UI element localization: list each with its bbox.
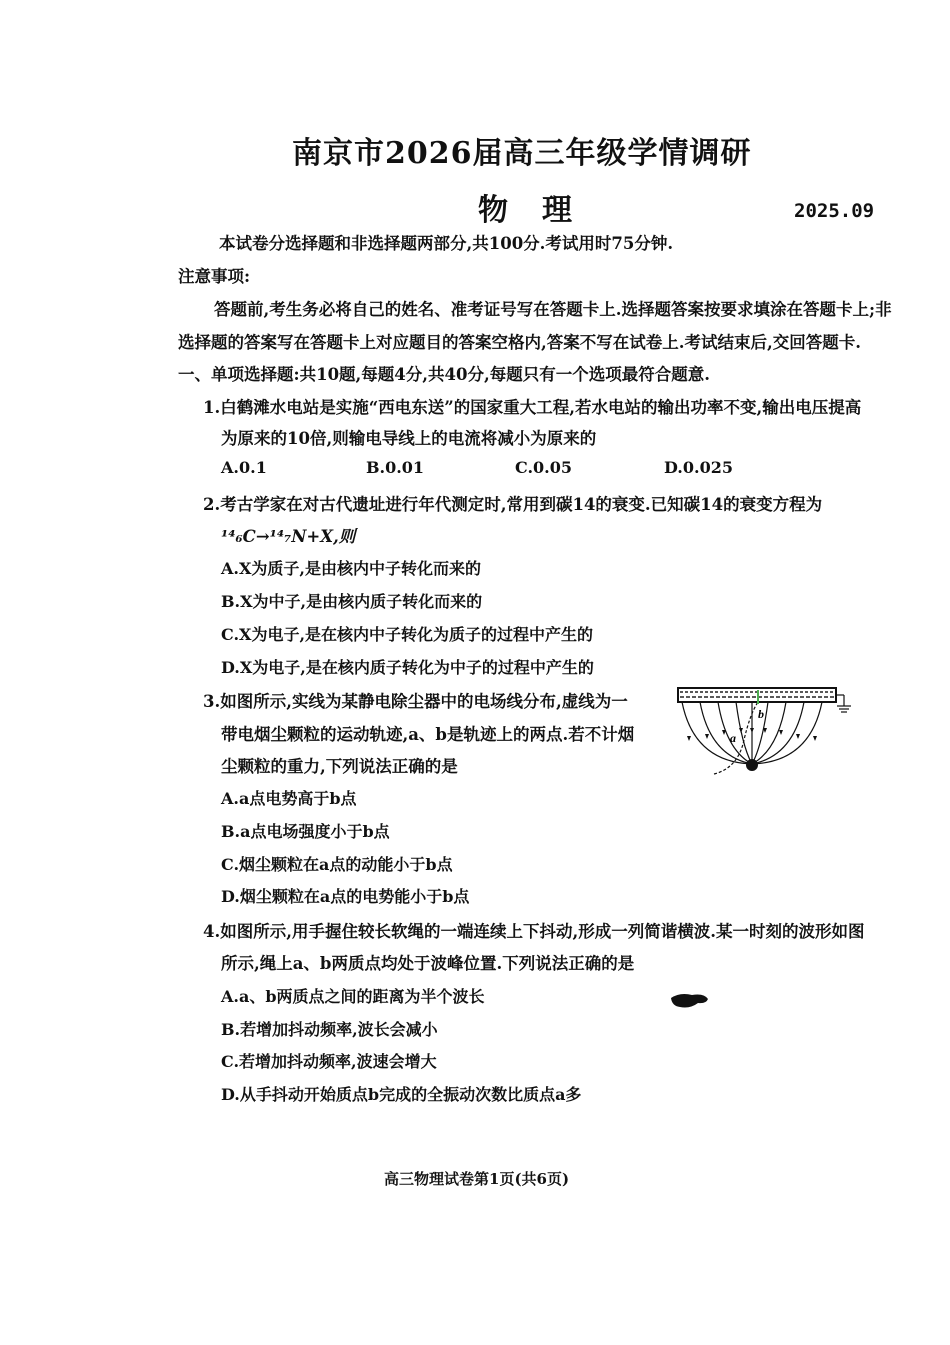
section-1-heading: 一、单项选择题:共10题,每题4分,共40分,每题只有一个选项最符合题意. bbox=[178, 365, 710, 384]
q3-stem-line-1: 3.如图所示,实线为某静电除尘器中的电场线分布,虚线为一 bbox=[203, 692, 628, 711]
point-b-label: b bbox=[758, 707, 764, 721]
q4-option-c: C.若增加抖动频率,波速会增大 bbox=[221, 1052, 437, 1071]
ground-icon bbox=[836, 695, 851, 712]
q4-option-b: B.若增加抖动频率,波长会减小 bbox=[221, 1020, 438, 1039]
precipitator-figure bbox=[672, 684, 852, 784]
exam-date: 2025.09 bbox=[794, 200, 875, 222]
q1-option-a: A.0.1 bbox=[221, 458, 267, 477]
q4-option-d: D.从手抖动开始质点b完成的全振动次数比质点a多 bbox=[221, 1085, 582, 1104]
notice-line-2: 选择题的答案写在答题卡上对应题目的答案空格内,答案不写在试卷上.考试结束后,交回答题卡. bbox=[178, 333, 861, 352]
q3-option-a: A.a点电势高于b点 bbox=[221, 789, 357, 808]
hand-wave-figure bbox=[668, 990, 712, 1012]
q3-option-b: B.a点电场强度小于b点 bbox=[221, 822, 390, 841]
q2-equation: ¹⁴₆C→¹⁴₇N+X,则 bbox=[221, 527, 356, 546]
q4-stem-line-2: 所示,绳上a、b两质点均处于波峰位置.下列说法正确的是 bbox=[221, 954, 635, 973]
notice-heading: 注意事项: bbox=[178, 267, 251, 286]
q1-stem-line-2: 为原来的10倍,则输电导线上的电流将减小为原来的 bbox=[221, 429, 597, 448]
q3-stem-line-2: 带电烟尘颗粒的运动轨迹,a、b是轨迹上的两点.若不计烟 bbox=[221, 725, 635, 744]
exam-intro: 本试卷分选择题和非选择题两部分,共100分.考试用时75分钟. bbox=[219, 234, 674, 253]
wire-electrode bbox=[746, 759, 758, 771]
q4-stem-line-1: 4.如图所示,用手握住较长软绳的一端连续上下抖动,形成一列简谐横波.某一时刻的波形如图 bbox=[203, 922, 865, 941]
q1-stem-line-1: 1.白鹤滩水电站是实施“西电东送”的国家重大工程,若水电站的输出功率不变,输出电压提高 bbox=[203, 398, 862, 417]
q2-stem-line-1: 2.考古学家在对古代遗址进行年代测定时,常用到碳14的衰变.已知碳14的衰变方程为 bbox=[203, 495, 823, 514]
q1-option-b: B.0.01 bbox=[366, 458, 425, 477]
notice-line-1: 答题前,考生务必将自己的姓名、准考证号写在答题卡上.选择题答案按要求填涂在答题卡上;非 bbox=[214, 300, 892, 319]
point-a-label: a bbox=[730, 731, 736, 745]
q2-option-d: D.X为电子,是在核内质子转化为中子的过程中产生的 bbox=[221, 658, 594, 677]
q1-option-d: D.0.025 bbox=[664, 458, 733, 477]
q3-option-d: D.烟尘颗粒在a点的电势能小于b点 bbox=[221, 887, 470, 906]
subject-title: 物理 bbox=[478, 193, 606, 228]
page-footer: 高三物理试卷第1页(共6页) bbox=[384, 1170, 570, 1188]
q1-option-c: C.0.05 bbox=[515, 458, 572, 477]
q2-option-b: B.X为中子,是由核内质子转化而来的 bbox=[221, 592, 483, 611]
q4-option-a: A.a、b两质点之间的距离为半个波长 bbox=[221, 987, 485, 1006]
q3-stem-line-3: 尘颗粒的重力,下列说法正确的是 bbox=[221, 757, 458, 776]
q2-option-a: A.X为质子,是由核内中子转化而来的 bbox=[221, 559, 481, 578]
q3-option-c: C.烟尘颗粒在a点的动能小于b点 bbox=[221, 855, 453, 874]
exam-title: 南京市2026届高三年级学情调研 bbox=[292, 136, 752, 171]
q2-option-c: C.X为电子,是在核内中子转化为质子的过程中产生的 bbox=[221, 625, 594, 644]
